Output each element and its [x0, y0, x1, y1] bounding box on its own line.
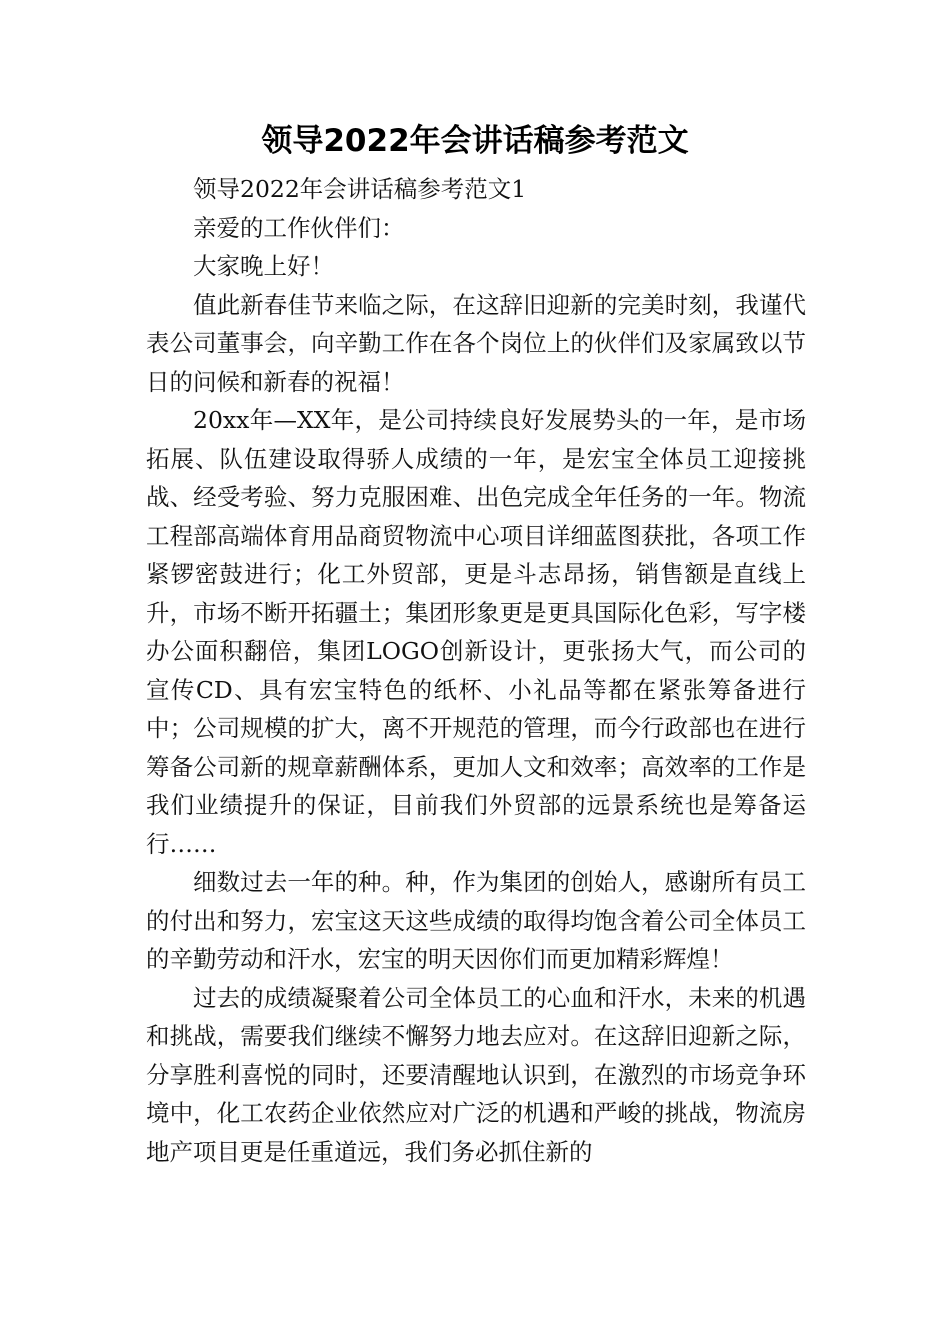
paragraph-subtitle: 领导2022年会讲话稿参考范文1: [193, 175, 527, 203]
document-body: [146, 170, 806, 1171]
paragraph-salutation: 亲爱的工作伙伴们：: [193, 213, 405, 242]
paragraph-greeting: 大家晚上好！: [193, 252, 334, 280]
document-title: 领导2022年会讲话稿参考范文: [261, 123, 689, 159]
paragraph: 20xx年—XX年，是公司持续良好发展势头的一年，是市场拓展、队伍建设取得骄人成绩的一年，是宏宝全体员工迎接挑战、经受考验、努力克服困难、出色完成全年任务的一年。物流工程部高端体育用品商贸物流中心项目详细蓝图获批，各项工作紧锣密鼓进行；化工外贸部，更是斗志昂扬，销售额是直线上升，市场不断开拓疆土；集团形象更是更具国际化色彩，写字楼办公面积翻倍，集团LOGO创新设计，更张扬大气，而公司的宣传CD、具有宏宝特色的纸杯、小礼品等都在紧张筹备进行中；公司规模的扩大，离不开规范的管理，而今行政部也在进行筹备公司新的规章薪酬体系，更加人文和效率；高效率的工作是我们业绩提升的保证，目前我们外贸部的远景系统也是筹备运行……: [146, 406, 806, 858]
paragraph: 值此新春佳节来临之际，在这辞旧迎新的完美时刻，我谨代表公司董事会，向辛勤工作在各个岗位上的伙伴们及家属致以节日的问候和新春的祝福！: [146, 290, 806, 396]
paragraph: 细数过去一年的种。种，作为集团的创始人，感谢所有员工的付出和努力，宏宝这天这些成绩的取得均饱含着公司全体员工的辛勤劳动和汗水，宏宝的明天因你们而更加精彩辉煌！: [146, 868, 806, 973]
paragraph: 过去的成绩凝聚着公司全体员工的心血和汗水，未来的机遇和挑战，需要我们继续不懈努力地去应对。在这辞旧迎新之际，分享胜利喜悦的同时，还要清醒地认识到，在激烈的市场竞争环境中，化工农药企业依然应对广泛的机遇和严峻的挑战，物流房地产项目更是任重道远，我们务必抓住新的: [146, 983, 806, 1166]
